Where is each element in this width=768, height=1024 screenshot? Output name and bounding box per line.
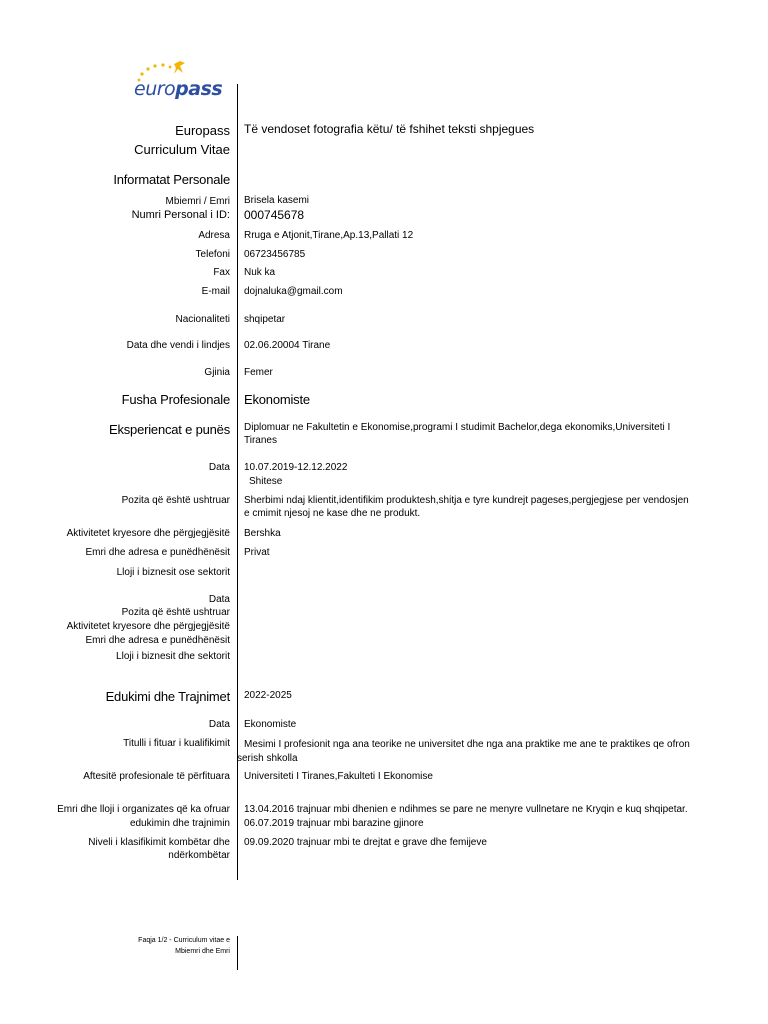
- label-skills: Aftesitë profesionale të përfituara: [83, 771, 230, 782]
- value-qualification-line1: Mesimi I profesionit nga ana teorike ne universitet dhe nga ana praktike me ane te praktikes qe ofron: [244, 739, 690, 750]
- label-organization-line2: edukimin dhe trajnimin: [129, 818, 230, 829]
- value-activities: Bershka: [244, 528, 281, 539]
- label-sector: Lloji i biznesit ose sektorit: [116, 567, 230, 578]
- value-position-line1: Sherbimi ndaj klientit,identifikim produktesh,shitja e tyre kundrejt pageses,pergjegjese per vendosjen: [244, 495, 689, 506]
- label-position: Pozita që është ushtruar: [121, 495, 230, 506]
- label-nationality: Nacionaliteti: [175, 314, 230, 325]
- value-qualification-line2: serish shkolla: [237, 753, 298, 764]
- value-skills: Universiteti I Tiranes,Fakulteti I Ekonomise: [244, 771, 433, 782]
- value-birth: 02.06.20004 Tirane: [244, 340, 331, 351]
- label-activities: Aktivitetet kryesore dhe përgjegjësitë: [66, 528, 230, 539]
- label-empty-sector: Lloji i biznesit dhe sektorit: [116, 651, 230, 662]
- section-personal-title: Informatat Personale: [113, 172, 230, 187]
- logo-text: europass: [134, 78, 223, 100]
- value-surname-name: Brisela kasemi: [244, 195, 310, 206]
- photo-placeholder: Të vendoset fotografia këtu/ të fshihet teksti shpjegues: [244, 122, 535, 136]
- value-level: 09.09.2020 trajnuar mbi te drejtat e grave dhe femijeve: [244, 837, 487, 848]
- value-exp-date: 10.07.2019-12.12.2022: [244, 462, 348, 473]
- label-empty-employer: Emri dhe adresa e punëdhënësit: [85, 635, 230, 646]
- label-birth: Data dhe vendi i lindjes: [126, 340, 230, 351]
- value-fax: Nuk ka: [244, 267, 276, 278]
- value-email: dojnaluka@gmail.com: [244, 286, 343, 297]
- footer-divider: [237, 936, 238, 970]
- value-nationality: shqipetar: [244, 314, 286, 325]
- label-personal-id: Numri Personal i ID:: [131, 209, 230, 221]
- label-empty-date: Data: [208, 594, 230, 605]
- label-phone: Telefoni: [195, 249, 230, 260]
- footer-page-info: Faqja 1/2 - Curriculum vitae e: [138, 937, 230, 944]
- label-empty-position: Pozita që është ushtruar: [121, 607, 230, 618]
- footer-name: Mbiemri dhe Emri: [175, 948, 230, 955]
- label-gender: Gjinia: [204, 367, 230, 378]
- value-employer: Privat: [244, 547, 270, 558]
- value-exp-role: Shitese: [249, 476, 283, 487]
- europass-logo: [130, 60, 230, 106]
- label-surname-name: Mbiemri / Emri: [165, 196, 230, 207]
- value-edu-date: Ekonomiste: [244, 719, 297, 730]
- profession-value: Ekonomiste: [244, 392, 310, 407]
- value-personal-id: 000745678: [244, 208, 305, 222]
- label-fax: Fax: [213, 267, 230, 278]
- label-empty-activities: Aktivitetet kryesore dhe përgjegjësitë: [66, 621, 230, 632]
- label-address: Adresa: [198, 230, 230, 241]
- education-title-value: 2022-2025: [244, 690, 292, 701]
- label-edu-date: Data: [208, 719, 230, 730]
- value-organization-line1: 13.04.2016 trajnuar mbi dhenien e ndihmes se pare ne menyre vullnetare ne Kryqin e kuq shqipetar.: [244, 804, 688, 815]
- cv-title-line1: Europass: [175, 123, 230, 138]
- label-email: E-mail: [201, 286, 230, 297]
- label-level-line1: Niveli i klasifikimit kombëtar dhe: [88, 837, 230, 848]
- value-position-line2: e cmimit njesoj ne kase dhe ne produkt.: [244, 508, 421, 519]
- section-education-title: Edukimi dhe Trajnimet: [105, 689, 230, 704]
- value-phone: 06723456785: [244, 249, 306, 260]
- section-experience-title: Eksperiencat e punës: [108, 422, 230, 437]
- label-level-line2: ndërkombëtar: [168, 850, 230, 861]
- label-qualification: Titulli i fituar i kualifikimit: [123, 738, 230, 749]
- value-address: Rruga e Atjonit,Tirane,Ap.13,Pallati 12: [244, 230, 414, 241]
- value-organization-line2: 06.07.2019 trajnuar mbi barazine gjinore: [244, 818, 424, 829]
- label-employer: Emri dhe adresa e punëdhënësit: [85, 547, 230, 558]
- value-gender: Femer: [244, 367, 273, 378]
- experience-intro-line1: Diplomuar ne Fakultetin e Ekonomise,programi I studimit Bachelor,dega ekonomiks,Universiteti I: [244, 422, 671, 433]
- cv-title-line2: Curriculum Vitae: [134, 142, 230, 157]
- label-organization-line1: Emri dhe lloji i organizates që ka ofruar: [57, 804, 230, 815]
- label-exp-date: Data: [208, 462, 230, 473]
- section-profession-title: Fusha Profesionale: [121, 392, 230, 407]
- experience-intro-line2: Tiranes: [244, 435, 277, 446]
